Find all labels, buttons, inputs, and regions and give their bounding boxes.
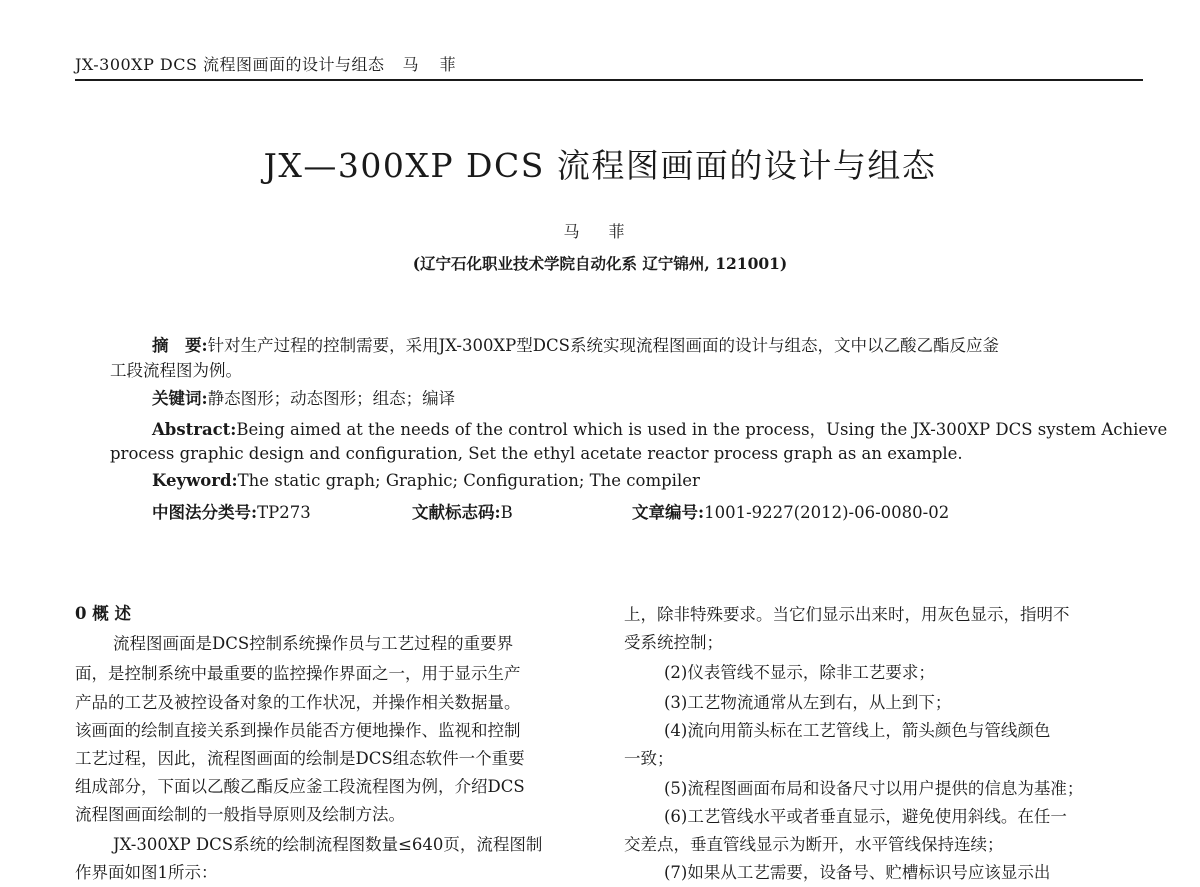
document-code: 文献标志码:B [412,503,513,522]
right-line-2: 受系统控制； [624,633,723,652]
abstract-cn-line2: 工段流程图为例。 [110,361,242,380]
left-line-7: 流程图画面绘制的一般指导原则及绘制方法。 [75,805,405,824]
right-line-10: (7)如果从工艺需要，设备号、贮槽标识号应该显示出 [664,863,1051,882]
left-line-1: 流程图画面是DCS控制系统操作员与工艺过程的重要界 [113,634,514,653]
running-head [75,52,464,75]
right-line-3: (2)仪表管线不显示，除非工艺要求； [664,663,935,682]
article-number: 文章编号:1001-9227(2012)-06-0080-02 [632,503,950,522]
author-name: 马 菲 [563,222,637,241]
keywords-cn-label: 关键词: [152,389,208,408]
right-line-9: 交差点，垂直管线显示为断开，水平管线保持连续； [624,835,1004,854]
abstract-en-line1: Abstract:Being aimed at the needs of the control which is used in the process，Using the JX-300XP DCS system Achieve [152,420,1168,439]
right-line-1: 上，除非特殊要求。当它们显示出来时，用灰色显示，指明不 [624,605,1070,624]
left-line-9: 作界面如图1所示： [75,863,218,882]
keywords-cn: 关键词:静态图形；动态图形；组态；编译 [152,389,456,408]
left-line-2: 面，是控制系统中最重要的监控操作界面之一，用于显示生产 [75,664,521,683]
abstract-en-line2: process graphic design and configuration, Set the ethyl acetate reactor process graph as an example. [110,444,963,463]
right-line-7: (5)流程图画面布局和设备尺寸以用户提供的信息为基准； [664,779,1084,798]
paper-title: JX—300XP DCS 流程图画面的设计与组态 [263,146,937,185]
clc-number: 中图法分类号:TP273 [152,503,311,522]
left-line-3: 产品的工艺及被控设备对象的工作状况，并操作相关数据量。 [75,693,521,712]
section-heading-overview: 0 概 述 [75,604,131,623]
header-rule [75,79,1143,81]
left-line-4: 该画面的绘制直接关系到操作员能否方便地操作、监视和控制 [75,721,521,740]
right-line-4: (3)工艺物流通常从左到右，从上到下； [664,693,952,712]
keywords-en-label: Keyword: [152,471,238,490]
running-head-author: 马 菲 [402,55,464,74]
keywords-en: Keyword:The static graph; Graphic; Configuration; The compiler [152,471,700,490]
abstract-en-label: Abstract: [152,420,237,439]
affiliation: (辽宁石化职业技术学院自动化系 辽宁锦州, 121001) [412,254,788,273]
abstract-cn-line1: 摘 要:针对生产过程的控制需要，采用JX-300XP型DCS系统实现流程图画面的设计与组态，文中以乙酸乙酯反应釜 [152,336,999,355]
right-line-6: 一致； [624,749,674,768]
left-line-8: JX-300XP DCS系统的绘制流程图数量≤640页，流程图制 [113,835,543,854]
left-line-6: 组成部分，下面以乙酸乙酯反应釜工段流程图为例，介绍DCS [75,777,525,796]
abstract-cn-label: 摘 要: [152,336,208,355]
right-line-8: (6)工艺管线水平或者垂直显示，避免使用斜线。在任一 [664,807,1067,826]
running-head-title: JX-300XP DCS 流程图画面的设计与组态 [75,55,385,74]
right-line-5: (4)流向用箭头标在工艺管线上，箭头颜色与管线颜色 [664,721,1051,740]
left-line-5: 工艺过程，因此，流程图画面的绘制是DCS组态软件一个重要 [75,749,525,768]
